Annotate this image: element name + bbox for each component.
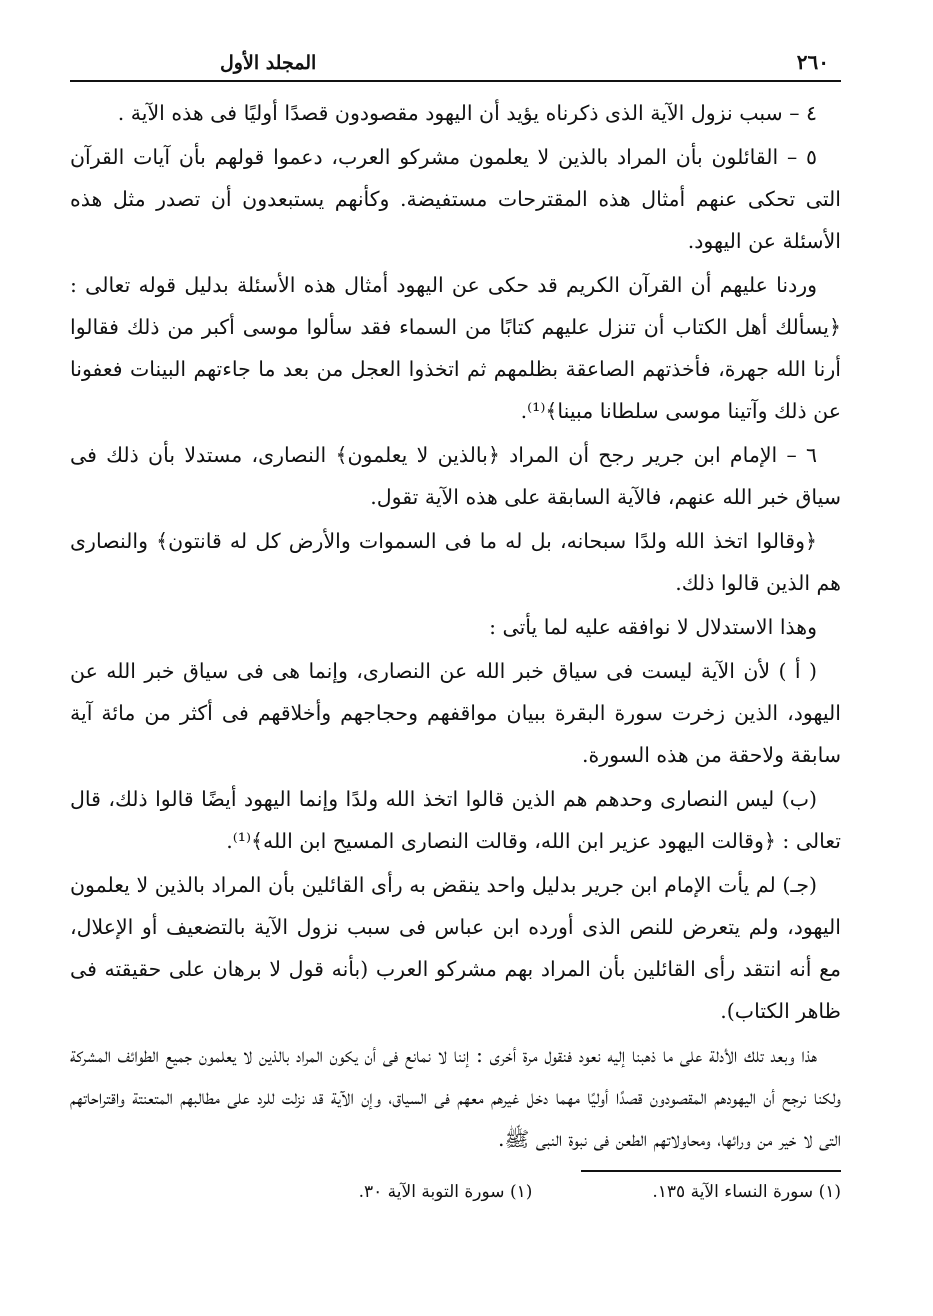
paragraph: وهذا الاستدلال لا نوافقه عليه لما يأتى : (489, 615, 817, 639)
page-number: ٢٦٠ (796, 50, 829, 74)
header-rule (70, 80, 841, 82)
paragraph: وردنا عليهم أن القرآن الكريم قد حكى عن اليهود أمثال هذه الأسئلة بدليل قوله تعالى : ﴿يسألك أهل الكتاب أن تنزل عليهم كتابًا من السماء فقد سألوا موسى أكبر من ذلك فقالوا أرنا الله جهرة، فأخذتهم الصاعقة بظلمهم ثم اتخذوا العجل من بعد ما جاءتهم البينات فعفونا عن ذلك وآتينا موسى سلطانا مبينا﴾⁽¹⁾. (70, 273, 841, 423)
footnote: (١) سورة النساء الآية ١٣٥. (652, 1182, 841, 1202)
paragraph: (ب) ليس النصارى وحدهم هم الذين قالوا اتخذ الله ولدًا وإنما اليهود أيضًا قالوا ذلك، قال تعالى : ﴿وقالت اليهود عزير ابن الله، وقالت النصارى المسيح ابن الله﴾⁽¹⁾. (70, 787, 841, 853)
footnote: (١) سورة التوبة الآية ٣٠. (358, 1182, 533, 1202)
paragraph: ﴿وقالوا اتخذ الله ولدًا سبحانه، بل له ما فى السموات والأرض كل له قانتون﴾ والنصارى هم الذين قالوا ذلك. (70, 529, 841, 595)
paragraph: ٤ – سبب نزول الآية الذى ذكرناه يؤيد أن اليهود مقصودون قصدًا أوليًا فى هذه الآية . (117, 101, 817, 125)
paragraph: (جـ) لم يأت الإمام ابن جرير بدليل واحد ينقض به رأى القائلين بأن المراد بالذين لا يعلمون اليهود، ولم يتعرض للنص الذى أورده ابن عباس فى سبب نزول الآية بالتضعيف أو الإعلال، مع أنه انتقد رأى القائلين بأن المراد بهم مشركو العرب (بأنه قول لا برهان على حقيقته فى ظاهر الكتاب). (70, 873, 841, 1023)
footnotes (70, 1182, 841, 1202)
volume-title: المجلد الأول (220, 52, 317, 74)
paragraph: ٥ – القائلون بأن المراد بالذين لا يعلمون مشركو العرب، دعموا قولهم بأن آيات القرآن التى تحكى عنهم أمثال هذه المقترحات مستفيضة. وكأنهم يستبعدون أن تصدر مثل هذه الأسئلة عن اليهود. (70, 145, 841, 253)
paragraph: هذا وبعد تلك الأدلة على ما ذهبنا إليه نعود فنقول مرة أخرى : إننا لا نمانع فى أن يكون المراد بالذين لا يعلمون جميع الطوائف المشركة ولكنا نرجح أن اليهودهم المقصودون قصدًا أوليًا مهما دخل غيرهم معهم فى السياق، وإن الآية قد نزلت للرد على مطالبهم المتعنتة واقتراحاتهم التى لا خير من ورائها، ومحاولاتهم الطعن فى نبوة النبى ﷺ. (70, 1043, 841, 1151)
footnote-rule (581, 1170, 841, 1172)
paragraph: ( أ ) لأن الآية ليست فى سياق خبر الله عن النصارى، وإنما هى فى سياق خبر الله عن اليهود، الذين زخرت سورة البقرة ببيان مواقفهم وحجاجهم وأخلاقهم فى أكثر من مائة آية سابقة ولاحقة من هذه السورة. (70, 659, 841, 767)
page-body (70, 92, 841, 1160)
paragraph: ٦ – الإمام ابن جرير رجح أن المراد ﴿بالذين لا يعلمون﴾ النصارى، مستدلا بأن ذلك فى سياق خبر الله عنهم، فالآية السابقة على هذه الآية تقول. (70, 443, 841, 509)
page-header (70, 40, 841, 74)
